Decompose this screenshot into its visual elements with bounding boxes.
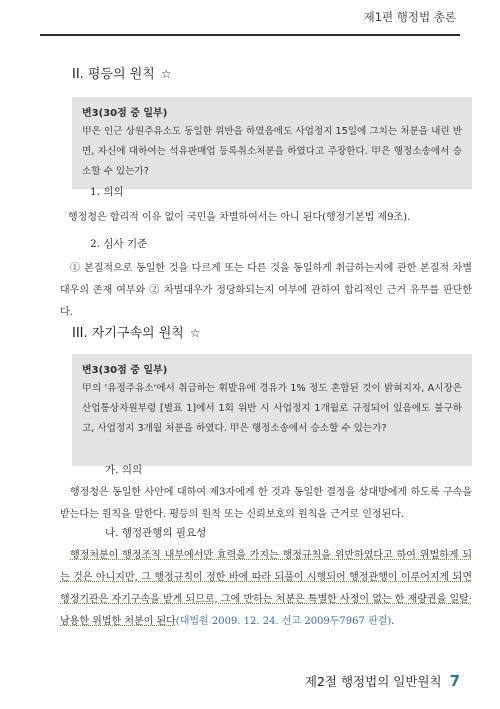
- star-icon: ☆: [160, 67, 172, 81]
- question-body: 甲의 '유정주유소'에서 취급하는 휘발유에 경유가 1% 정도 혼합된 것이 밝혀지자, A시장은 산업통상자원부령 [별표 1]에서 1회 위반 시 사업정지 1개월로 규정되어 있음에도 불구하고, 사업정지 3개월 처분을 하였다. 甲은 행정소송에서 승소할 수 있는가?: [82, 383, 462, 434]
- subsection-text: [60, 545, 472, 633]
- question-title: 변3(30점 중 일부): [82, 365, 168, 376]
- subsection-heading: 나. 행정관행의 필요성: [105, 527, 207, 539]
- section-title-text: II. 평등의 원칙: [72, 67, 155, 82]
- section-title-equality: [72, 63, 172, 82]
- header-text: 제1편 행정법 총론: [363, 10, 456, 24]
- question-box-2: [72, 354, 472, 466]
- running-header: [40, 0, 460, 36]
- section-title-self-binding: [72, 322, 201, 341]
- question-box-1: [72, 97, 472, 189]
- footer-text: 제2절 행정법의 일반원칙: [304, 674, 442, 689]
- subsection-text: 행정청은 동일한 사안에 대하여 제3자에게 한 것과 동일한 결정을 상대방에게 하도록 구속을 받는다는 원칙을 말한다. 평등의 원칙 또는 신뢰보호의 원칙을 근거로 인정된다.: [60, 487, 472, 520]
- paragraph-text: 행정청은 합리적 이유 없이 국민을 차별하여서는 아니 된다(행정기본법 제9조).: [68, 212, 411, 223]
- page-footer: [305, 672, 460, 690]
- question-title: 변3(30점 중 일부): [82, 108, 168, 119]
- paragraph-text: 행정처분이 행정조직 내부에서만 효력을 가지는 행정규칙을 위반하였다고 하여 위법하게 되는 것은 아니지만, 그 행정규칙이 정한 바에 따라 되풀이 시행되어 행정관행이 이루어지게 되면 행정기관은 자기구속을 받게 되므로, 그에 반하는 처분은 특별한 사정이 없는 한 재량권을 일탈·남용한 위법한 처분이 된다: [60, 550, 472, 627]
- subsection-heading: 가. 의의: [105, 464, 143, 476]
- section-title-text: III. 자기구속의 원칙: [72, 326, 184, 341]
- subsection-text: [60, 207, 472, 229]
- question-body: 甲은 인근 상원주유소도 동일한 위반을 하였음에도 사업정지 15일에 그치는 처분을 내린 반면, 자신에 대하여는 석유판매업 등록취소처분을 하였다고 주장한다. 甲은 행정소송에서 승소할 수 있는가?: [82, 126, 462, 177]
- paragraph-end: .: [391, 616, 395, 627]
- page-number: 7: [449, 672, 460, 690]
- subsection-heading: 1. 의의: [90, 186, 124, 198]
- citation: (대법원 2009. 12. 24. 선고 2009두7967 판결): [175, 616, 392, 627]
- star-icon: ☆: [189, 326, 201, 340]
- subsection-text: ① 본질적으로 동일한 것을 다르게 또는 다른 것을 동일하게 취급하는지에 관한 본질적 차별대우의 존재 여부와 ② 차별대우가 정당화되는지 여부에 관하여 합리적인 근거 유무를 판단한다.: [60, 263, 472, 318]
- subsection-heading: 2. 심사 기준: [90, 238, 148, 250]
